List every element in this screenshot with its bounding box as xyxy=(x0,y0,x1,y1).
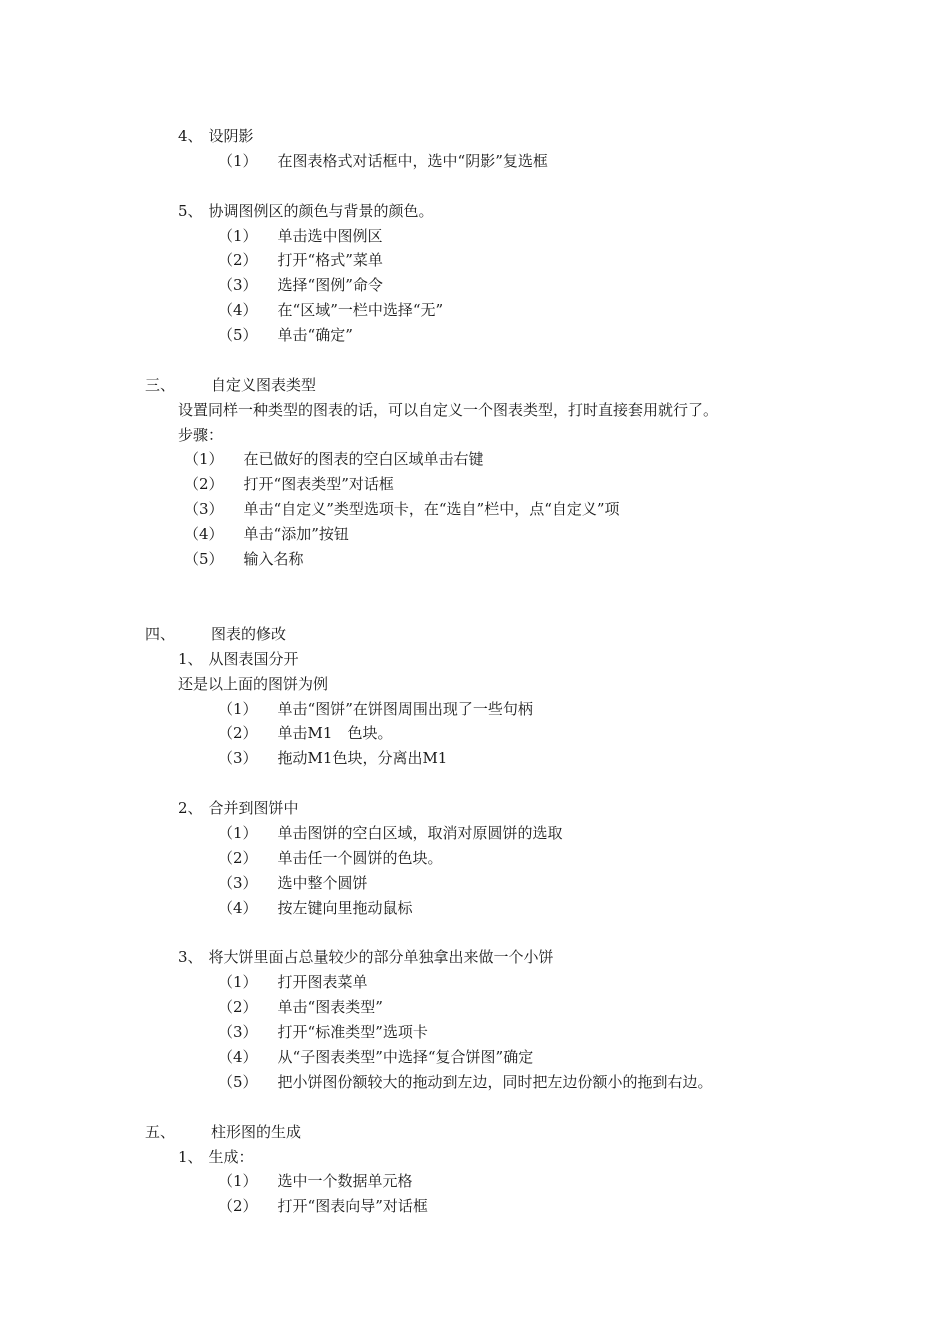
paragraph xyxy=(178,425,223,445)
list-text: 打开“格式”菜单 xyxy=(277,251,383,269)
list-item xyxy=(218,848,443,868)
list-item xyxy=(184,474,394,494)
list-item xyxy=(218,325,353,345)
list-text: 生成： xyxy=(208,1148,254,1166)
list-marker: （2） xyxy=(218,1197,258,1215)
list-item xyxy=(184,524,349,544)
list-item xyxy=(218,1171,413,1191)
list-marker: （3） xyxy=(218,874,258,892)
list-marker: （5） xyxy=(218,326,258,344)
section-number: 五、 xyxy=(145,1123,176,1141)
list-marker: （4） xyxy=(218,1048,258,1066)
list-text: 选中整个圆饼 xyxy=(277,874,368,892)
list-item xyxy=(218,250,383,270)
list-marker: （3） xyxy=(218,1023,258,1041)
list-item xyxy=(178,1147,254,1167)
list-marker: （3） xyxy=(184,500,224,518)
list-text: 合并到图饼中 xyxy=(208,799,299,817)
list-marker: （4） xyxy=(218,899,258,917)
list-text: 打开“标准类型”选项卡 xyxy=(277,1023,428,1041)
list-text: 单击“图饼”在饼图周围出现了一些句柄 xyxy=(277,700,533,718)
list-marker: （2） xyxy=(218,849,258,867)
list-marker: （4） xyxy=(184,525,224,543)
list-marker: （5） xyxy=(184,550,224,568)
list-marker: （4） xyxy=(218,301,258,319)
list-text: 单击M1 色块。 xyxy=(277,724,393,742)
list-marker: （2） xyxy=(218,998,258,1016)
list-text: 单击图饼的空白区域，取消对原圆饼的选取 xyxy=(277,824,563,842)
list-item xyxy=(184,549,304,569)
list-item xyxy=(178,126,254,146)
list-text: 把小饼图份额较大的拖动到左边，同时把左边份额小的拖到右边。 xyxy=(277,1073,713,1091)
list-text: 设阴影 xyxy=(208,127,254,145)
list-marker: （1） xyxy=(218,824,258,842)
list-text: 将大饼里面占总量较少的部分单独拿出来做一个小饼 xyxy=(208,948,554,966)
list-text: 选中一个数据单元格 xyxy=(277,1172,413,1190)
list-marker: （1） xyxy=(218,973,258,991)
list-marker: （1） xyxy=(218,700,258,718)
list-item xyxy=(218,226,383,246)
list-text: 打开“图表向导”对话框 xyxy=(277,1197,428,1215)
list-marker: 1、 xyxy=(178,650,203,668)
section-heading xyxy=(145,1122,301,1142)
section-title: 柱形图的生成 xyxy=(211,1123,302,1141)
list-text: 拖动M1色块，分离出M1 xyxy=(277,749,448,767)
list-text: 从图表国分开 xyxy=(208,650,299,668)
list-marker: 3、 xyxy=(178,948,203,966)
list-marker: （2） xyxy=(218,724,258,742)
list-marker: 2、 xyxy=(178,799,203,817)
list-item xyxy=(218,1022,428,1042)
paragraph-text: 还是以上面的图饼为例 xyxy=(178,675,329,693)
list-text: 单击选中图例区 xyxy=(277,227,383,245)
paragraph xyxy=(178,674,328,694)
paragraph-text: 步骤： xyxy=(178,426,224,444)
list-item xyxy=(218,1196,428,1216)
list-item xyxy=(218,300,443,320)
list-marker: 5、 xyxy=(178,202,203,220)
list-text: 单击任一个圆饼的色块。 xyxy=(277,849,443,867)
list-item xyxy=(218,699,533,719)
list-item xyxy=(218,823,563,843)
list-item xyxy=(184,449,484,469)
list-item xyxy=(178,201,434,221)
list-marker: （1） xyxy=(218,227,258,245)
list-item xyxy=(218,1072,713,1092)
list-marker: 1、 xyxy=(178,1148,203,1166)
list-item xyxy=(218,275,383,295)
list-marker: （1） xyxy=(184,450,224,468)
list-item xyxy=(218,972,368,992)
list-marker: （1） xyxy=(218,1172,258,1190)
list-marker: （3） xyxy=(218,749,258,767)
section-number: 三、 xyxy=(145,376,176,394)
list-marker: （1） xyxy=(218,152,258,170)
list-text: 在已做好的图表的空白区域单击右键 xyxy=(243,450,484,468)
list-text: 单击“确定” xyxy=(277,326,353,344)
list-text: 选择“图例”命令 xyxy=(277,276,383,294)
list-text: 从“子图表类型”中选择“复合饼图”确定 xyxy=(277,1048,534,1066)
list-text: 单击“自定义”类型选项卡，在“选自”栏中，点“自定义”项 xyxy=(243,500,620,518)
list-text: 输入名称 xyxy=(243,550,304,568)
list-marker: （2） xyxy=(184,475,224,493)
list-item xyxy=(218,723,392,743)
list-marker: 4、 xyxy=(178,127,203,145)
list-item xyxy=(218,997,383,1017)
list-item xyxy=(178,798,299,818)
section-number: 四、 xyxy=(145,625,176,643)
list-marker: （3） xyxy=(218,276,258,294)
list-text: 在“区域”一栏中选择“无” xyxy=(277,301,444,319)
list-text: 打开“图表类型”对话框 xyxy=(243,475,394,493)
paragraph-text: 设置同样一种类型的图表的话，可以自定义一个图表类型，打时直接套用就行了。 xyxy=(178,401,719,419)
list-item xyxy=(218,748,447,768)
list-text: 打开图表菜单 xyxy=(277,973,368,991)
list-item xyxy=(218,151,548,171)
list-text: 按左键向里拖动鼠标 xyxy=(277,899,413,917)
list-text: 协调图例区的颜色与背景的颜色。 xyxy=(208,202,434,220)
section-title: 自定义图表类型 xyxy=(211,376,317,394)
list-text: 单击“添加”按钮 xyxy=(243,525,349,543)
section-heading xyxy=(145,375,316,395)
section-title: 图表的修改 xyxy=(211,625,287,643)
list-item xyxy=(184,499,620,519)
list-item xyxy=(218,1047,533,1067)
list-marker: （2） xyxy=(218,251,258,269)
list-marker: （5） xyxy=(218,1073,258,1091)
list-text: 单击“图表类型” xyxy=(277,998,383,1016)
list-item xyxy=(178,947,554,967)
paragraph xyxy=(178,400,718,420)
list-text: 在图表格式对话框中，选中“阴影”复选框 xyxy=(277,152,548,170)
list-item xyxy=(178,649,299,669)
section-heading xyxy=(145,624,286,644)
list-item xyxy=(218,898,413,918)
list-item xyxy=(218,873,368,893)
